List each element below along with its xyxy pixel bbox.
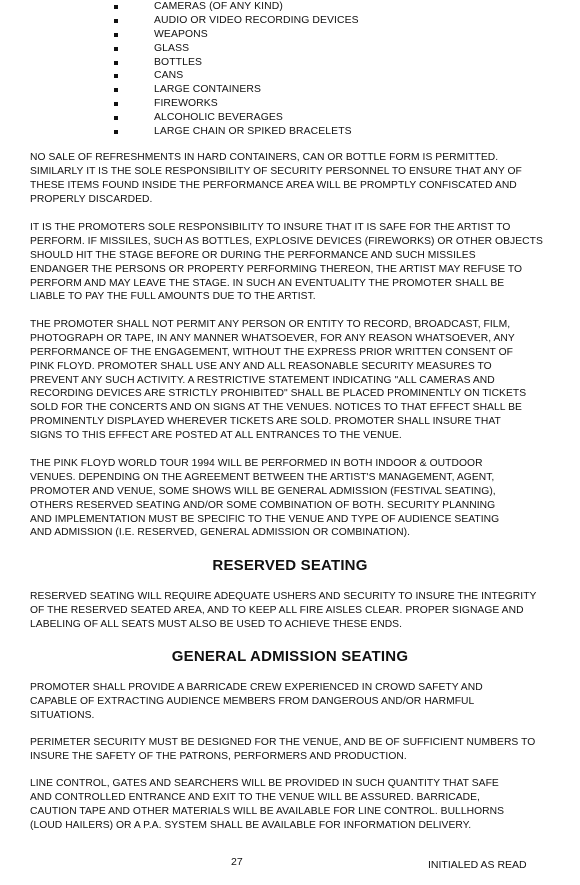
bullet-icon — [114, 130, 118, 134]
line-control-paragraph: LINE CONTROL, GATES AND SEARCHERS WILL BE PROVIDED IN SUCH QUANTITY THAT SAFE AND CONTROLLED ENTRANCE AND EXIT TO THE VENUE WILL BE ASSURED. BARRICADE, CAUTION TAPE AND OTHER MATERIALS WILL BE AVAILABLE FOR LINE CONTROL. BULLHORNS (LOUD HAILERS) OR A P.A. SYSTEM SHALL BE AVAILABLE FOR INFORMATION DELIVERY. — [30, 778, 505, 831]
refreshments-paragraph: NO SALE OF REFRESHMENTS IN HARD CONTAINERS, CAN OR BOTTLE FORM IS PERMITTED. SIMILARLY IT IS THE SOLE RESPONSIBILITY OF SECURITY PERSONNEL TO ENSURE THAT ANY OF THESE ITEMS FOUND INSIDE THE PERFORMANCE AREA WILL BE PROMPTLY CONFISCATED AND PROPERLY DISCARDED. — [30, 152, 522, 205]
bullet-icon — [114, 33, 118, 37]
bullet-icon — [114, 102, 118, 106]
bullet-icon — [114, 47, 118, 51]
reserved-seating-heading: RESERVED SEATING — [212, 557, 368, 574]
bullet-icon — [114, 116, 118, 120]
initialed-as-read-label: INITIALED AS READ — [428, 859, 527, 871]
bullet-icon — [114, 19, 118, 23]
barricade-crew-paragraph: PROMOTER SHALL PROVIDE A BARRICADE CREW EXPERIENCED IN CROWD SAFETY AND CAPABLE OF EXTRACTING AUDIENCE MEMBERS FROM DANGEROUS AND/OR HARMFUL SITUATIONS. — [30, 682, 483, 721]
bullet-icon — [114, 88, 118, 92]
bullet-icon — [114, 74, 118, 78]
page-number: 27 — [231, 856, 243, 868]
reserved-seating-paragraph: RESERVED SEATING WILL REQUIRE ADEQUATE USHERS AND SECURITY TO INSURE THE INTEGRITY OF THE RESERVED SEATED AREA, AND TO KEEP ALL FIRE AISLES CLEAR. PROPER SIGNAGE AND LABELING OF ALL SEATS MUST ALSO BE USED TO ACHIEVE THESE ENDS. — [30, 591, 537, 630]
document-page: CAMERAS (OF ANY KIND) AUDIO OR VIDEO RECORDING DEVICES WEAPONS GLASS BOTTLES CANS LARGE CONTAINERS FIREWORKS ALCOHOLIC BEVERAGES LARGE CHAIN OR SPIKED BRACELETS NO SALE OF REFRESHMENTS IN HARD CONTAINERS, CAN OR BOTTLE FORM IS PERMITTED. SIMILARLY IT IS THE SOLE RESPONSIBILITY OF SECURITY PERSONNEL TO ENSURE THAT ANY OF THESE ITEMS FOUND INSIDE THE PERFORMANCE AREA WILL BE PROMPTLY CONFISCATED AND PROPERLY DISCARDED. IT IS THE PROMOTERS SOLE RESPONSIBILITY TO INSURE THAT IT IS SAFE FOR THE ARTIST TO PERFORM. IF MISSILES, SUCH AS BOTTLES, EXPLOSIVE DEVICES (FIREWORKS) OR OTHER OBJECTS SHOULD HIT THE STAGE BEFORE OR DURING THE PERFORMANCE AND SUCH MISSILES ENDANGER THE PERSONS OR PROPERTY PERFORMING THEREON, THE ARTIST MAY REFUSE TO PERFORM AND MAY LEAVE THE STAGE. IN SUCH AN EVENTUALITY THE PROMOTER SHALL BE LIABLE TO PAY THE FULL AMOUNTS DUE TO THE ARTIST. THE PROMOTER SHALL NOT PERMIT ANY PERSON OR ENTITY TO RECORD, BROADCAST, FILM, PHOTOGRAPH OR TAPE, IN ANY MANNER WHATSOEVER, FOR ANY REASON WHATSOEVER, ANY PERFORMANCE OF THE ENGAGEMENT, WITHOUT THE EXPRESS PRIOR WRITTEN CONSENT OF PINK FLOYD. PROMOTER SHALL USE ANY AND ALL REASONABLE SECURITY MEASURES TO PREVENT ANY SUCH ACTIVITY. A RESTRICTIVE STATEMENT INDICATING "ALL CAMERAS AND RECORDING DEVICES ARE STRICTLY PROHIBITED" SHALL BE PLACED PROMINENTLY ON TICKETS SOLD FOR THE CONCERTS AND ON SIGNS AT THE VENUES. NOTICES TO THAT EFFECT SHALL BE PROMINENTLY DISPLAYED WHEREVER TICKETS ARE SOLD. PROMOTER SHALL INSURE THAT SIGNS TO THIS EFFECT ARE POSTED AT ALL ENTRANCES TO THE VENUE. THE PINK FLOYD WORLD TOUR 1994 WILL BE PERFORMED IN BOTH INDOOR & OUTDOOR VENUES. DEPENDING ON THE AGREEMENT BETWEEN THE ARTIST'S MANAGEMENT, AGENT, PROMOTER AND VENUE, SOME SHOWS WILL BE GENERAL ADMISSION (FESTIVAL SEATING), OTHERS RESERVED SEATING AND/OR SOME COMBINATION OF BOTH. SECURITY PLANNING AND IMPLEMENTATION MUST BE SPECIFIC TO THE VENUE AND TYPE OF AUDIENCE SEATING AND ADMISSION (I.E. RESERVED, GENERAL ADMISSION OR COMBINATION). RESERVED SEATING RESERVED SEATING WILL REQUIRE ADEQUATE USHERS AND SECURITY TO INSURE THE INTEGRITY OF THE RESERVED SEATED AREA, AND TO KEEP ALL FIRE AISLES CLEAR. PROPER SIGNAGE AND LABELING OF ALL SEATS MUST ALSO BE USED TO ACHIEVE THESE ENDS. GENERAL ADMISSION SEATING PROMOTER SHALL PROVIDE A BARRICADE CREW EXPERIENCED IN CROWD SAFETY AND CAPABLE OF EXTRACTING AUDIENCE MEMBERS FROM DANGEROUS AND/OR HARMFUL SITUATIONS. PERIMETER SECURITY MUST BE DESIGNED FOR THE VENUE, AND BE OF SUFFICIENT NUMBERS TO INSURE THE SAFETY OF THE PATRONS, PERFORMERS AND PRODUCTION. LINE CONTROL, GATES AND SEARCHERS WILL BE PROVIDED IN SUCH QUANTITY THAT SAFE AND CONTROLLED ENTRANCE AND EXIT TO THE VENUE WILL BE ASSURED. BARRICADE, CAUTION TAPE AND OTHER MATERIALS WILL BE AVAILABLE FOR LINE CONTROL. BULLHORNS (LOUD HAILERS) OR A P.A. SYSTEM SHALL BE AVAILABLE FOR INFORMATION DELIVERY. 27 INITIALED AS READ — [0, 0, 580, 885]
bullet-icon — [114, 5, 118, 9]
artist-safety-paragraph: IT IS THE PROMOTERS SOLE RESPONSIBILITY TO INSURE THAT IT IS SAFE FOR THE ARTIST TO PERFORM. IF MISSILES, SUCH AS BOTTLES, EXPLOSIVE DEVICES (FIREWORKS) OR OTHER OBJECTS SHOULD HIT THE STAGE BEFORE OR DURING THE PERFORMANCE AND SUCH MISSILES ENDANGER THE PERSONS OR PROPERTY PERFORMING THEREON, THE ARTIST MAY REFUSE TO PERFORM AND MAY LEAVE THE STAGE. IN SUCH AN EVENTUALITY THE PROMOTER SHALL BE LIABLE TO PAY THE FULL AMOUNTS DUE TO THE ARTIST. — [30, 222, 543, 303]
perimeter-security-paragraph: PERIMETER SECURITY MUST BE DESIGNED FOR THE VENUE, AND BE OF SUFFICIENT NUMBERS TO INSURE THE SAFETY OF THE PATRONS, PERFORMERS AND PRODUCTION. — [30, 737, 536, 762]
world-tour-paragraph: THE PINK FLOYD WORLD TOUR 1994 WILL BE PERFORMED IN BOTH INDOOR & OUTDOOR VENUES. DEPENDING ON THE AGREEMENT BETWEEN THE ARTIST'S MANAGEMENT, AGENT, PROMOTER AND VENUE, SOME SHOWS WILL BE GENERAL ADMISSION (FESTIVAL SEATING), OTHERS RESERVED SEATING AND/OR SOME COMBINATION OF BOTH. SECURITY PLANNING AND IMPLEMENTATION MUST BE SPECIFIC TO THE VENUE AND TYPE OF AUDIENCE SEATING AND ADMISSION (I.E. RESERVED, GENERAL ADMISSION OR COMBINATION). — [30, 458, 500, 539]
bullet-icon — [114, 61, 118, 65]
general-admission-heading: GENERAL ADMISSION SEATING — [171, 648, 409, 665]
recording-prohibition-paragraph: THE PROMOTER SHALL NOT PERMIT ANY PERSON OR ENTITY TO RECORD, BROADCAST, FILM, PHOTOGRAPH OR TAPE, IN ANY MANNER WHATSOEVER, FOR ANY REASON WHATSOEVER, ANY PERFORMANCE OF THE ENGAGEMENT, WITHOUT THE EXPRESS PRIOR WRITTEN CONSENT OF PINK FLOYD. PROMOTER SHALL USE ANY AND ALL REASONABLE SECURITY MEASURES TO PREVENT ANY SUCH ACTIVITY. A RESTRICTIVE STATEMENT INDICATING "ALL CAMERAS AND RECORDING DEVICES ARE STRICTLY PROHIBITED" SHALL BE PLACED PROMINENTLY ON TICKETS SOLD FOR THE CONCERTS AND ON SIGNS AT THE VENUES. NOTICES TO THAT EFFECT SHALL BE PROMINENTLY DISPLAYED WHEREVER TICKETS ARE SOLD. PROMOTER SHALL INSURE THAT SIGNS TO THIS EFFECT ARE POSTED AT ALL ENTRANCES TO THE VENUE. — [30, 319, 527, 442]
